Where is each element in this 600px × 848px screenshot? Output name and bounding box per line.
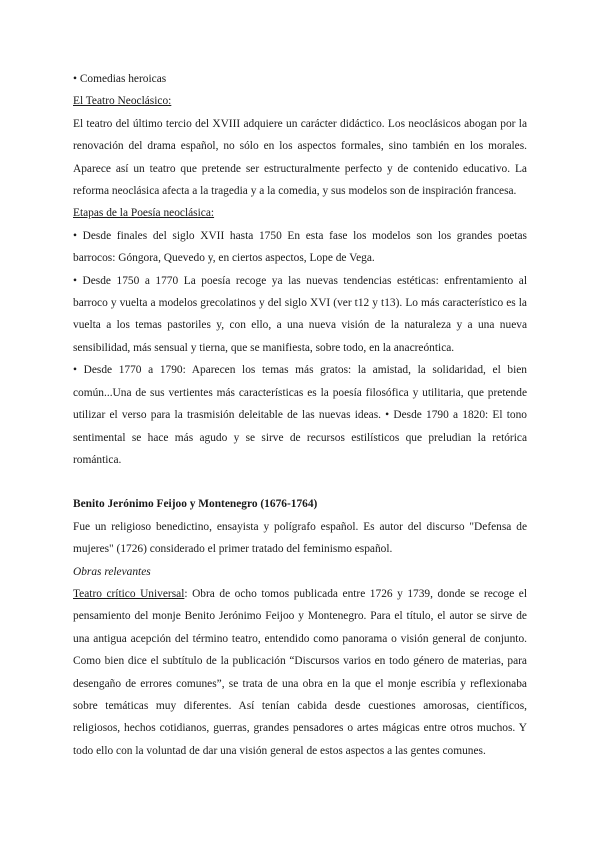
work-description: : Obra de ocho tomos publicada entre 1726 y 1739, donde se recoge el pensamiento del monje Benito Jerónimo Feijoo y Montenegro. Para el título, el autor se sirve de una antigua acepción del término teatro, entendido como panorama o visión general de conjunto. Como bien dice el subtítulo de la publicación “Discursos varios en todo género de materias, para desengaño de errores comunes”, se trata de una obra en la que el monje escribía y reflexionaba sobre temáticas muy diferentes. Así tenían cabida desde cuestiones amorosas, científicos, religiosos, hechos cotidianos, guerras, grandes pensadores o artes mágicas entre otros muchos. Y todo ello con la voluntad de dar una visión general de estos aspectos a las gentes comunes. <box>73 587 527 757</box>
bullet-etapa-3: • Desde 1770 a 1790: Aparecen los temas más gratos: la amistad, la solidaridad, el bien común...Una de sus vertientes más características es la poesía filosófica y utilitaria, que pretende utilizar el verso para la trasmisión deleitable de las nuevas ideas. • Desde 1790 a 1820: El tono sentimental se hace más agudo y se sirve de recursos estilísticos que preludian la retórica romántica. <box>73 364 527 466</box>
heading-teatro-neoclasico: El Teatro Neoclásico: <box>73 95 172 108</box>
bullet-comedias-heroicas: • Comedias heroicas <box>73 73 167 85</box>
section-spacer <box>73 471 527 493</box>
bullet-etapa-1: • Desde finales del siglo XVII hasta 1750 En esta fase los modelos son los grandes poetas barrocos: Góngora, Quevedo y, en ciertos aspectos, Lope de Vega. <box>73 229 527 265</box>
paragraph-teatro-neoclasico: El teatro del último tercio del XVIII adquiere un carácter didáctico. Los neoclásicos abogan por la renovación del drama español, no sólo en los aspectos formales, sino también en los morales. Aparece así un teatro que pretende ser estructuralmente perfecto y de contenido educativo. La reforma neoclásica afecta a la tragedia y a la comedia, y sus modelos son de inspiración francesa. <box>73 117 527 198</box>
heading-feijoo: Benito Jerónimo Feijoo y Montenegro (1676-1764) <box>73 498 318 511</box>
work-title-teatro-critico: Teatro crítico Universal <box>73 587 185 600</box>
bullet-etapa-2: • Desde 1750 a 1770 La poesía recoge ya las nuevas tendencias estéticas: enfrentamiento al barroco y vuelta a modelos grecolatinos y del siglo XVI (ver t12 y t13). Lo más característico es la vuelta a los temas pastoriles y, con ello, a una nueva visión de la naturaleza y a una nueva sensibilidad, más sensual y tierna, que se manifiesta, sobre todo, en la anacreóntica. <box>73 274 527 354</box>
heading-etapas-poesia: Etapas de la Poesía neoclásica: <box>73 207 215 220</box>
document-page <box>73 68 527 762</box>
subheading-obras-relevantes: Obras relevantes <box>73 565 151 578</box>
paragraph-feijoo: Fue un religioso benedictino, ensayista y polígrafo español. Es autor del discurso "Defensa de mujeres" (1726) considerado el primer tratado del feminismo español. <box>73 520 527 556</box>
paragraph-teatro-critico <box>73 583 527 762</box>
